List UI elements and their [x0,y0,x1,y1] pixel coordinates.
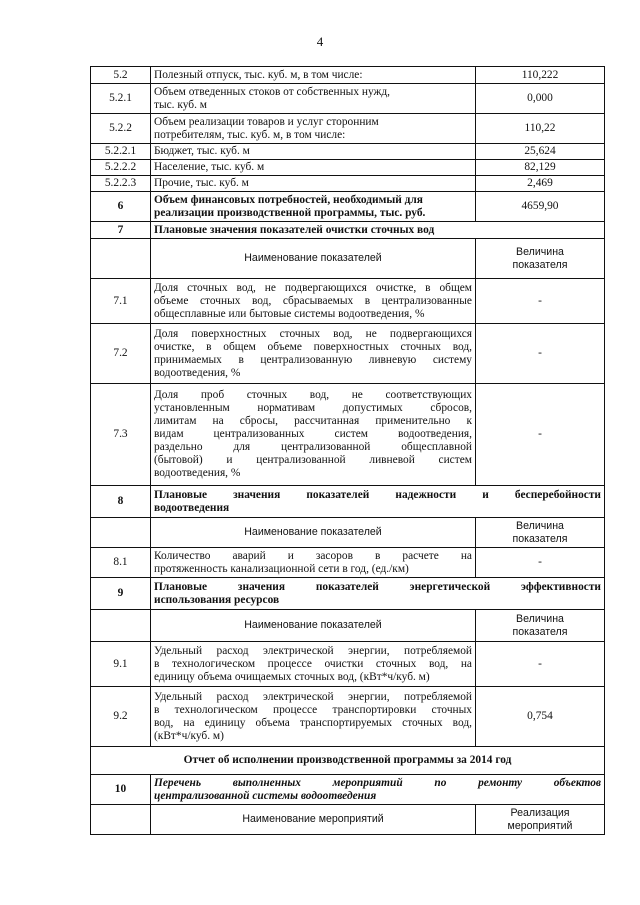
row-name-line: потребителям, тыс. куб. м, в том числе: [154,128,346,141]
column-header-line: Величина [516,612,564,625]
section-title-line: реализации производственной программы, тыс. руб. [154,206,426,219]
row-name [151,548,476,578]
row-name-line: раздельно для централизованной общесплавной [154,441,472,453]
table-row [91,642,605,687]
row-name: Население, тыс. куб. м [151,160,476,176]
row-value: 110,22 [476,114,605,144]
column-header-value [476,610,605,642]
column-header-name: Наименование мероприятий [151,805,476,835]
row-value: 0,754 [476,687,605,747]
section-title [151,578,605,610]
row-name-line: водоотведения, % [154,467,241,479]
row-value: 25,624 [476,144,605,160]
row-name-line: объеме сточных вод, сбрасываемых в централизованные [154,294,472,307]
row-name [151,642,476,687]
row-name-line: протяженность канализационной сети в год, (ед./км) [154,562,409,575]
row-name [151,687,476,747]
section-number: 8 [91,486,151,518]
column-header-line: показателя [512,625,568,638]
column-header-line: показателя [512,532,568,545]
row-name [151,384,476,486]
row-name-line: (бытовой) и централизованной ливневой систем [154,454,472,466]
section-title [151,192,476,222]
row-value: - [476,642,605,687]
row-number: 5.2.1 [91,84,151,114]
row-value: - [476,548,605,578]
header-row [91,518,605,548]
column-header-value [476,239,605,279]
row-name-line: общесплавные или бытовые системы водоотведения, % [154,307,425,320]
row-number: 5.2.2 [91,114,151,144]
table-row [91,687,605,747]
column-header-line: мероприятий [507,819,573,832]
row-number: 7.2 [91,324,151,384]
column-header-value [476,805,605,835]
row-number: 7.1 [91,279,151,324]
row-name-line: очистке, в общем объеме поверхностных сточных вод, [154,340,472,353]
report-title: Отчет об исполнении производственной программы за 2014 год [91,747,605,775]
header-row [91,239,605,279]
row-name-line: Доля поверхностных сточных вод, не подвергающихся [154,327,472,340]
row-name [151,114,476,144]
row-number: 7.3 [91,384,151,486]
row-number: 9.1 [91,642,151,687]
row-name-line: единицу объема очищаемых сточных вод, (кВт*ч/куб. м) [154,670,430,683]
empty-cell [91,610,151,642]
section-row [91,486,605,518]
row-value: - [476,324,605,384]
section-title-line: Перечень выполненных мероприятий по ремонту объектов [154,776,601,789]
row-value: 110,222 [476,67,605,84]
table-row [91,67,605,84]
table-row [91,548,605,578]
row-name-line: (кВт*ч/куб. м) [154,729,224,742]
row-name-line: Удельный расход электрической энергии, потребляемой [154,690,472,703]
section-title [151,775,605,805]
row-name: Бюджет, тыс. куб. м [151,144,476,160]
empty-cell [91,805,151,835]
section-title-line: водоотведения [154,501,230,514]
row-value: 0,000 [476,84,605,114]
row-number: 8.1 [91,548,151,578]
row-name-line: лимитам на сбросы, рассчитанная применительно к [154,415,472,427]
table-row [91,84,605,114]
row-name [151,324,476,384]
row-number: 5.2.2.1 [91,144,151,160]
row-number: 9.2 [91,687,151,747]
table-row [91,192,605,222]
row-name-line: принимаемых в централизованную ливневую систему [154,353,472,366]
row-name-line: видам централизованных систем водоотведения, [154,428,472,440]
row-value: 2,469 [476,176,605,192]
row-number: 5.2.2.3 [91,176,151,192]
row-number: 5.2.2.2 [91,160,151,176]
report-row [91,747,605,775]
column-header-name: Наименование показателей [151,610,476,642]
row-name [151,279,476,324]
column-header-line: показателя [512,258,568,271]
column-header-line: Реализация [510,806,570,819]
section-number: 9 [91,578,151,610]
header-row [91,805,605,835]
section-number: 7 [91,222,151,239]
section-title-line: централизованной системы водоотведения [154,789,377,802]
section-row [91,578,605,610]
row-name: Полезный отпуск, тыс. куб. м, в том числе: [151,67,476,84]
section-row [91,775,605,805]
row-name-line: Количество аварий и засоров в расчете на [154,549,472,562]
row-name-line: Объем реализации товаров и услуг сторонним [154,115,379,128]
row-name-line: тыс. куб. м [154,98,207,111]
row-number: 5.2 [91,67,151,84]
row-name-line: Объем отведенных стоков от собственных нужд, [154,85,391,98]
section-number: 6 [91,192,151,222]
column-header-line: Величина [516,519,564,532]
table-row [91,279,605,324]
row-value: 82,129 [476,160,605,176]
table-row [91,384,605,486]
section-row [91,222,605,239]
section-number: 10 [91,775,151,805]
table-row [91,160,605,176]
table-row [91,144,605,160]
row-name: Прочие, тыс. куб. м [151,176,476,192]
empty-cell [91,239,151,279]
section-title: Плановые значения показателей очистки сточных вод [151,222,605,239]
section-title [151,486,605,518]
table-row [91,176,605,192]
section-title-line: Объем финансовых потребностей, необходимый для [154,193,423,206]
column-header-name: Наименование показателей [151,239,476,279]
column-header-value [476,518,605,548]
row-name-line: в технологическом процессе транспортировки сточных [154,703,472,716]
row-value: - [476,279,605,324]
section-title-line: Плановые значения показателей энергетической эффективности [154,580,601,593]
row-name-line: водоотведения, % [154,366,241,379]
section-title-line: Плановые значения показателей надежности и бесперебойности [154,488,601,501]
row-name-line: Удельный расход электрической энергии, потребляемой [154,644,472,657]
row-name-line: вод, на единицу объема транспортируемых сточных вод, [154,716,472,729]
row-value: 4659,90 [476,192,605,222]
row-name [151,84,476,114]
row-name-line: в технологическом процессе очистки сточных вод, на [154,657,472,670]
section-title-line: использования ресурсов [154,593,280,606]
empty-cell [91,518,151,548]
table-row [91,324,605,384]
table-row [91,114,605,144]
row-name-line: Доля сточных вод, не подвергающихся очистке, в общем [154,281,472,294]
page-number: 4 [316,34,324,49]
column-header-name: Наименование показателей [151,518,476,548]
column-header-line: Величина [516,245,564,258]
row-name-line: установленным нормативам допустимых сбросов, [154,402,472,414]
row-value: - [476,384,605,486]
header-row [91,610,605,642]
production-program-table [90,66,605,835]
row-name-line: Доля проб сточных вод, не соответствующих [154,389,472,401]
